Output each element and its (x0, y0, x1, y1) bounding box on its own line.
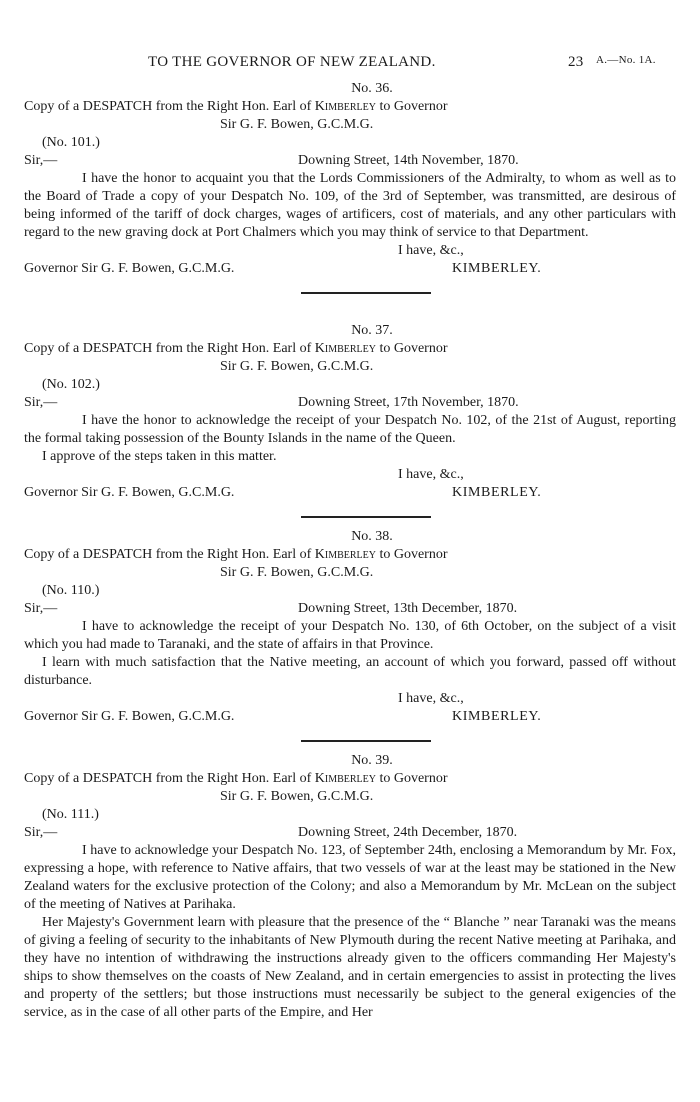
closing-row (24, 690, 676, 708)
addressee: Governor Sir G. F. Bowen, G.C.M.G. (24, 261, 235, 276)
despatch-reference: (No. 110.) (42, 583, 100, 598)
despatch-subtitle: Sir G. F. Bowen, G.C.M.G. (220, 117, 374, 132)
signature: KIMBERLEY. (452, 485, 542, 500)
signature: KIMBERLEY. (452, 709, 542, 724)
despatch-title: Copy of a DESPATCH from the Right Hon. Earl of Kimberley to Governor (24, 771, 448, 786)
despatch-reference: (No. 101.) (42, 135, 100, 150)
closing-row (24, 242, 676, 260)
salutation: Sir,— (24, 153, 58, 168)
despatch-38 (24, 528, 676, 754)
despatch-body (24, 618, 676, 690)
paragraph: I have to acknowledge your Despatch No. 123, of September 24th, enclosing a Memorandum by Mr. Fox, expressing a hope, with reference to Native affairs, that two vessels of war at the least may be stationed in the New Zealand waters for the exclusive protection of the Colony; and also a Memorandum by Mr. McLean on the subject of the meeting of Natives at Parihaka. (24, 843, 676, 912)
salutation-row (24, 152, 676, 170)
salutation-row (24, 600, 676, 618)
section-divider (301, 740, 431, 742)
despatch-title: Copy of a DESPATCH from the Right Hon. Earl of Kimberley to Governor (24, 341, 448, 356)
paragraph: I have to acknowledge the receipt of your Despatch No. 130, of 6th October, on the subject of a visit which you had made to Taranaki, and the state of affairs in that Province. (24, 619, 676, 652)
despatch-reference: (No. 102.) (42, 377, 100, 392)
despatch-title: Copy of a DESPATCH from the Right Hon. Earl of Kimberley to Governor (24, 99, 448, 114)
place-date: Downing Street, 17th November, 1870. (298, 395, 519, 410)
despatch-number: No. 36. (351, 81, 393, 96)
section-divider (301, 516, 431, 518)
despatch-body (24, 170, 676, 242)
closing-row (24, 466, 676, 484)
despatch-body (24, 842, 676, 1022)
salutation: Sir,— (24, 825, 58, 840)
despatch-subtitle: Sir G. F. Bowen, G.C.M.G. (220, 359, 374, 374)
paragraph: I have the honor to acquaint you that the Lords Commissioners of the Admiralty, to whom as well as to the Board of Trade a copy of your Despatch No. 109, of the 3rd of September, was transmitted, are desirous of being informed of the tariff of dock charges, wages of artificers, cost of materials, and any other particulars with regard to the new graving dock at Port Chalmers which you may think of service to that Department. (24, 171, 676, 240)
despatch-reference: (No. 111.) (42, 807, 99, 822)
place-date: Downing Street, 14th November, 1870. (298, 153, 519, 168)
despatch-body (24, 412, 676, 466)
closing: I have, &c., (398, 243, 464, 258)
place-date: Downing Street, 24th December, 1870. (298, 825, 518, 840)
signature-row (24, 708, 676, 726)
paragraph: I have the honor to acknowledge the receipt of your Despatch No. 102, of the 21st of August, reporting the formal taking possession of the Bounty Islands in the name of the Queen. (24, 413, 676, 446)
despatch-36 (24, 80, 676, 306)
closing: I have, &c., (398, 467, 464, 482)
despatch-37 (24, 322, 676, 530)
salutation-row (24, 824, 676, 842)
paragraph: I approve of the steps taken in this matter. (42, 449, 277, 464)
addressee: Governor Sir G. F. Bowen, G.C.M.G. (24, 485, 235, 500)
page-number: 23 (568, 54, 584, 70)
despatch-subtitle: Sir G. F. Bowen, G.C.M.G. (220, 565, 374, 580)
section-divider (301, 292, 431, 294)
despatch-title: Copy of a DESPATCH from the Right Hon. Earl of Kimberley to Governor (24, 547, 448, 562)
addressee: Governor Sir G. F. Bowen, G.C.M.G. (24, 709, 235, 724)
signature: KIMBERLEY. (452, 261, 542, 276)
signature-row (24, 260, 676, 278)
place-date: Downing Street, 13th December, 1870. (298, 601, 518, 616)
despatch-39 (24, 752, 676, 1022)
despatch-number: No. 38. (351, 529, 393, 544)
salutation-row (24, 394, 676, 412)
salutation: Sir,— (24, 601, 58, 616)
document-reference: A.—No. 1A. (596, 54, 656, 66)
paragraph: I learn with much satisfaction that the Native meeting, an account of which you forward, passed off without disturbance. (24, 655, 676, 688)
despatch-number: No. 37. (351, 323, 393, 338)
running-header-title: TO THE GOVERNOR OF NEW ZEALAND. (148, 54, 436, 70)
despatch-number: No. 39. (351, 753, 393, 768)
closing: I have, &c., (398, 691, 464, 706)
despatch-subtitle: Sir G. F. Bowen, G.C.M.G. (220, 789, 374, 804)
signature-row (24, 484, 676, 502)
paragraph: Her Majesty's Government learn with pleasure that the presence of the “ Blanche ” near Taranaki was the means of giving a feeling of security to the inhabitants of New Plymouth during the recent Native meeting at Parihaka, and they have no intention of withdrawing the instructions already given to the officers commanding Her Majesty's ships to show themselves on the coasts of New Zealand, and in certain emergencies to assist in protecting the lives and property of the settlers; but those instructions must necessarily be subject to the general exigencies of the service, as in the case of all other parts of the Empire, and Her (24, 915, 676, 1020)
salutation: Sir,— (24, 395, 58, 410)
